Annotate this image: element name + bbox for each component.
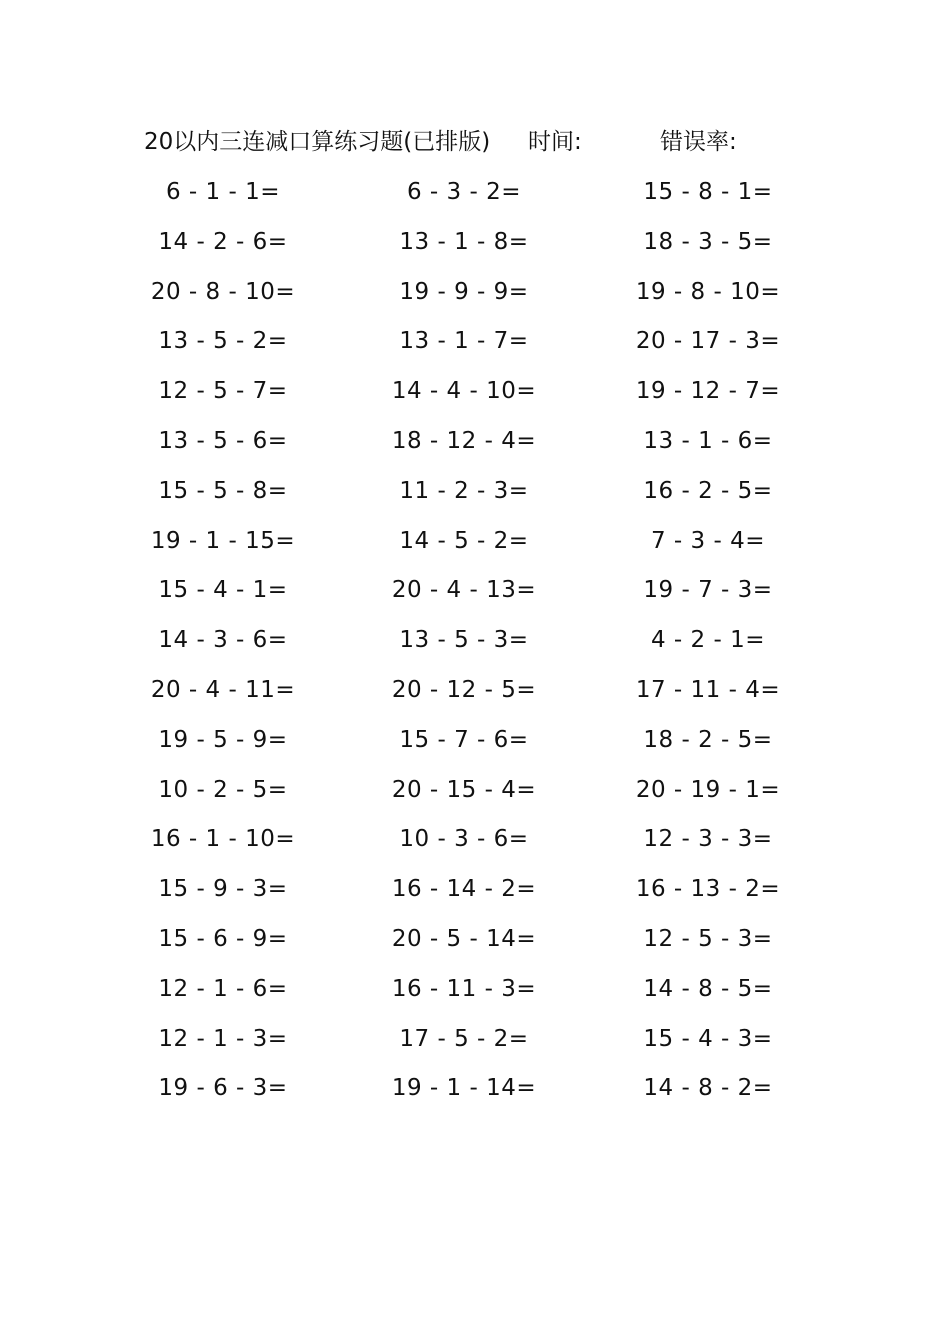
problem-item: 15 - 6 - 9= bbox=[158, 925, 288, 952]
problem-row bbox=[0, 620, 950, 670]
problem-row bbox=[0, 1068, 950, 1118]
problem-item: 19 - 7 - 3= bbox=[643, 577, 773, 604]
error-rate-label: 错误率: bbox=[660, 129, 737, 155]
problem-item: 14 - 8 - 2= bbox=[643, 1075, 773, 1102]
problem-row bbox=[0, 720, 950, 770]
problem-row bbox=[0, 819, 950, 869]
time-label: 时间: bbox=[528, 129, 582, 155]
problem-item: 13 - 1 - 8= bbox=[399, 228, 529, 255]
problem-item: 13 - 5 - 6= bbox=[158, 427, 288, 454]
problem-item: 15 - 7 - 6= bbox=[399, 726, 529, 753]
problem-item: 14 - 5 - 2= bbox=[399, 527, 529, 554]
problem-row bbox=[0, 521, 950, 571]
problem-item: 19 - 1 - 14= bbox=[391, 1075, 537, 1102]
problem-item: 18 - 2 - 5= bbox=[643, 726, 773, 753]
problem-item: 15 - 4 - 3= bbox=[643, 1025, 773, 1052]
problem-item: 7 - 3 - 4= bbox=[650, 527, 765, 554]
problem-item: 15 - 9 - 3= bbox=[158, 876, 288, 903]
problem-grid bbox=[0, 172, 950, 1118]
problem-item: 12 - 5 - 3= bbox=[643, 925, 773, 952]
problem-row bbox=[0, 770, 950, 820]
problem-item: 20 - 4 - 13= bbox=[391, 577, 537, 604]
problem-item: 20 - 12 - 5= bbox=[391, 676, 537, 703]
problem-item: 20 - 5 - 14= bbox=[391, 925, 537, 952]
problem-row bbox=[0, 222, 950, 272]
problem-item: 16 - 1 - 10= bbox=[150, 826, 296, 853]
problem-item: 16 - 14 - 2= bbox=[391, 876, 537, 903]
problem-item: 15 - 4 - 1= bbox=[158, 577, 288, 604]
problem-item: 17 - 11 - 4= bbox=[635, 676, 781, 703]
problem-item: 19 - 5 - 9= bbox=[158, 726, 288, 753]
problem-item: 16 - 13 - 2= bbox=[635, 876, 781, 903]
problem-item: 19 - 1 - 15= bbox=[150, 527, 296, 554]
problem-item: 12 - 3 - 3= bbox=[643, 826, 773, 853]
problem-item: 14 - 8 - 5= bbox=[643, 975, 773, 1002]
problem-item: 13 - 1 - 7= bbox=[399, 328, 529, 355]
problem-item: 19 - 9 - 9= bbox=[399, 278, 529, 305]
problem-row bbox=[0, 919, 950, 969]
problem-item: 15 - 5 - 8= bbox=[158, 477, 288, 504]
problem-item: 13 - 5 - 3= bbox=[399, 627, 529, 654]
problem-item: 20 - 17 - 3= bbox=[635, 328, 781, 355]
problem-item: 18 - 12 - 4= bbox=[391, 427, 537, 454]
problem-row bbox=[0, 321, 950, 371]
problem-item: 19 - 6 - 3= bbox=[158, 1075, 288, 1102]
problem-row bbox=[0, 869, 950, 919]
problem-item: 19 - 12 - 7= bbox=[635, 378, 781, 405]
problem-item: 14 - 2 - 6= bbox=[158, 228, 288, 255]
problem-item: 16 - 2 - 5= bbox=[643, 477, 773, 504]
problem-row bbox=[0, 1019, 950, 1069]
problem-item: 16 - 11 - 3= bbox=[391, 975, 537, 1002]
problem-item: 6 - 3 - 2= bbox=[406, 179, 521, 205]
problem-item: 19 - 8 - 10= bbox=[635, 278, 781, 305]
worksheet-title: 20以内三连减口算练习题(已排版) bbox=[144, 129, 491, 155]
problem-row bbox=[0, 471, 950, 521]
problem-item: 11 - 2 - 3= bbox=[399, 477, 529, 504]
problem-item: 14 - 3 - 6= bbox=[158, 627, 288, 654]
problem-row bbox=[0, 969, 950, 1019]
problem-item: 12 - 1 - 3= bbox=[158, 1025, 288, 1052]
problem-item: 10 - 2 - 5= bbox=[158, 776, 288, 803]
problem-item: 6 - 1 - 1= bbox=[165, 179, 280, 205]
problem-row bbox=[0, 172, 950, 222]
problem-item: 13 - 1 - 6= bbox=[643, 427, 773, 454]
problem-item: 20 - 4 - 11= bbox=[150, 676, 296, 703]
problem-item: 20 - 8 - 10= bbox=[150, 278, 296, 305]
problem-item: 15 - 8 - 1= bbox=[643, 179, 773, 205]
problem-item: 10 - 3 - 6= bbox=[399, 826, 529, 853]
problem-item: 18 - 3 - 5= bbox=[643, 228, 773, 255]
problem-item: 13 - 5 - 2= bbox=[158, 328, 288, 355]
problem-row bbox=[0, 272, 950, 322]
problem-item: 17 - 5 - 2= bbox=[399, 1025, 529, 1052]
problem-row bbox=[0, 371, 950, 421]
problem-item: 4 - 2 - 1= bbox=[650, 627, 765, 654]
problem-item: 20 - 19 - 1= bbox=[635, 776, 781, 803]
problem-item: 12 - 1 - 6= bbox=[158, 975, 288, 1002]
problem-row bbox=[0, 670, 950, 720]
problem-item: 14 - 4 - 10= bbox=[391, 378, 537, 405]
problem-row bbox=[0, 421, 950, 471]
problem-item: 20 - 15 - 4= bbox=[391, 776, 537, 803]
problem-row bbox=[0, 570, 950, 620]
problem-item: 12 - 5 - 7= bbox=[158, 378, 288, 405]
